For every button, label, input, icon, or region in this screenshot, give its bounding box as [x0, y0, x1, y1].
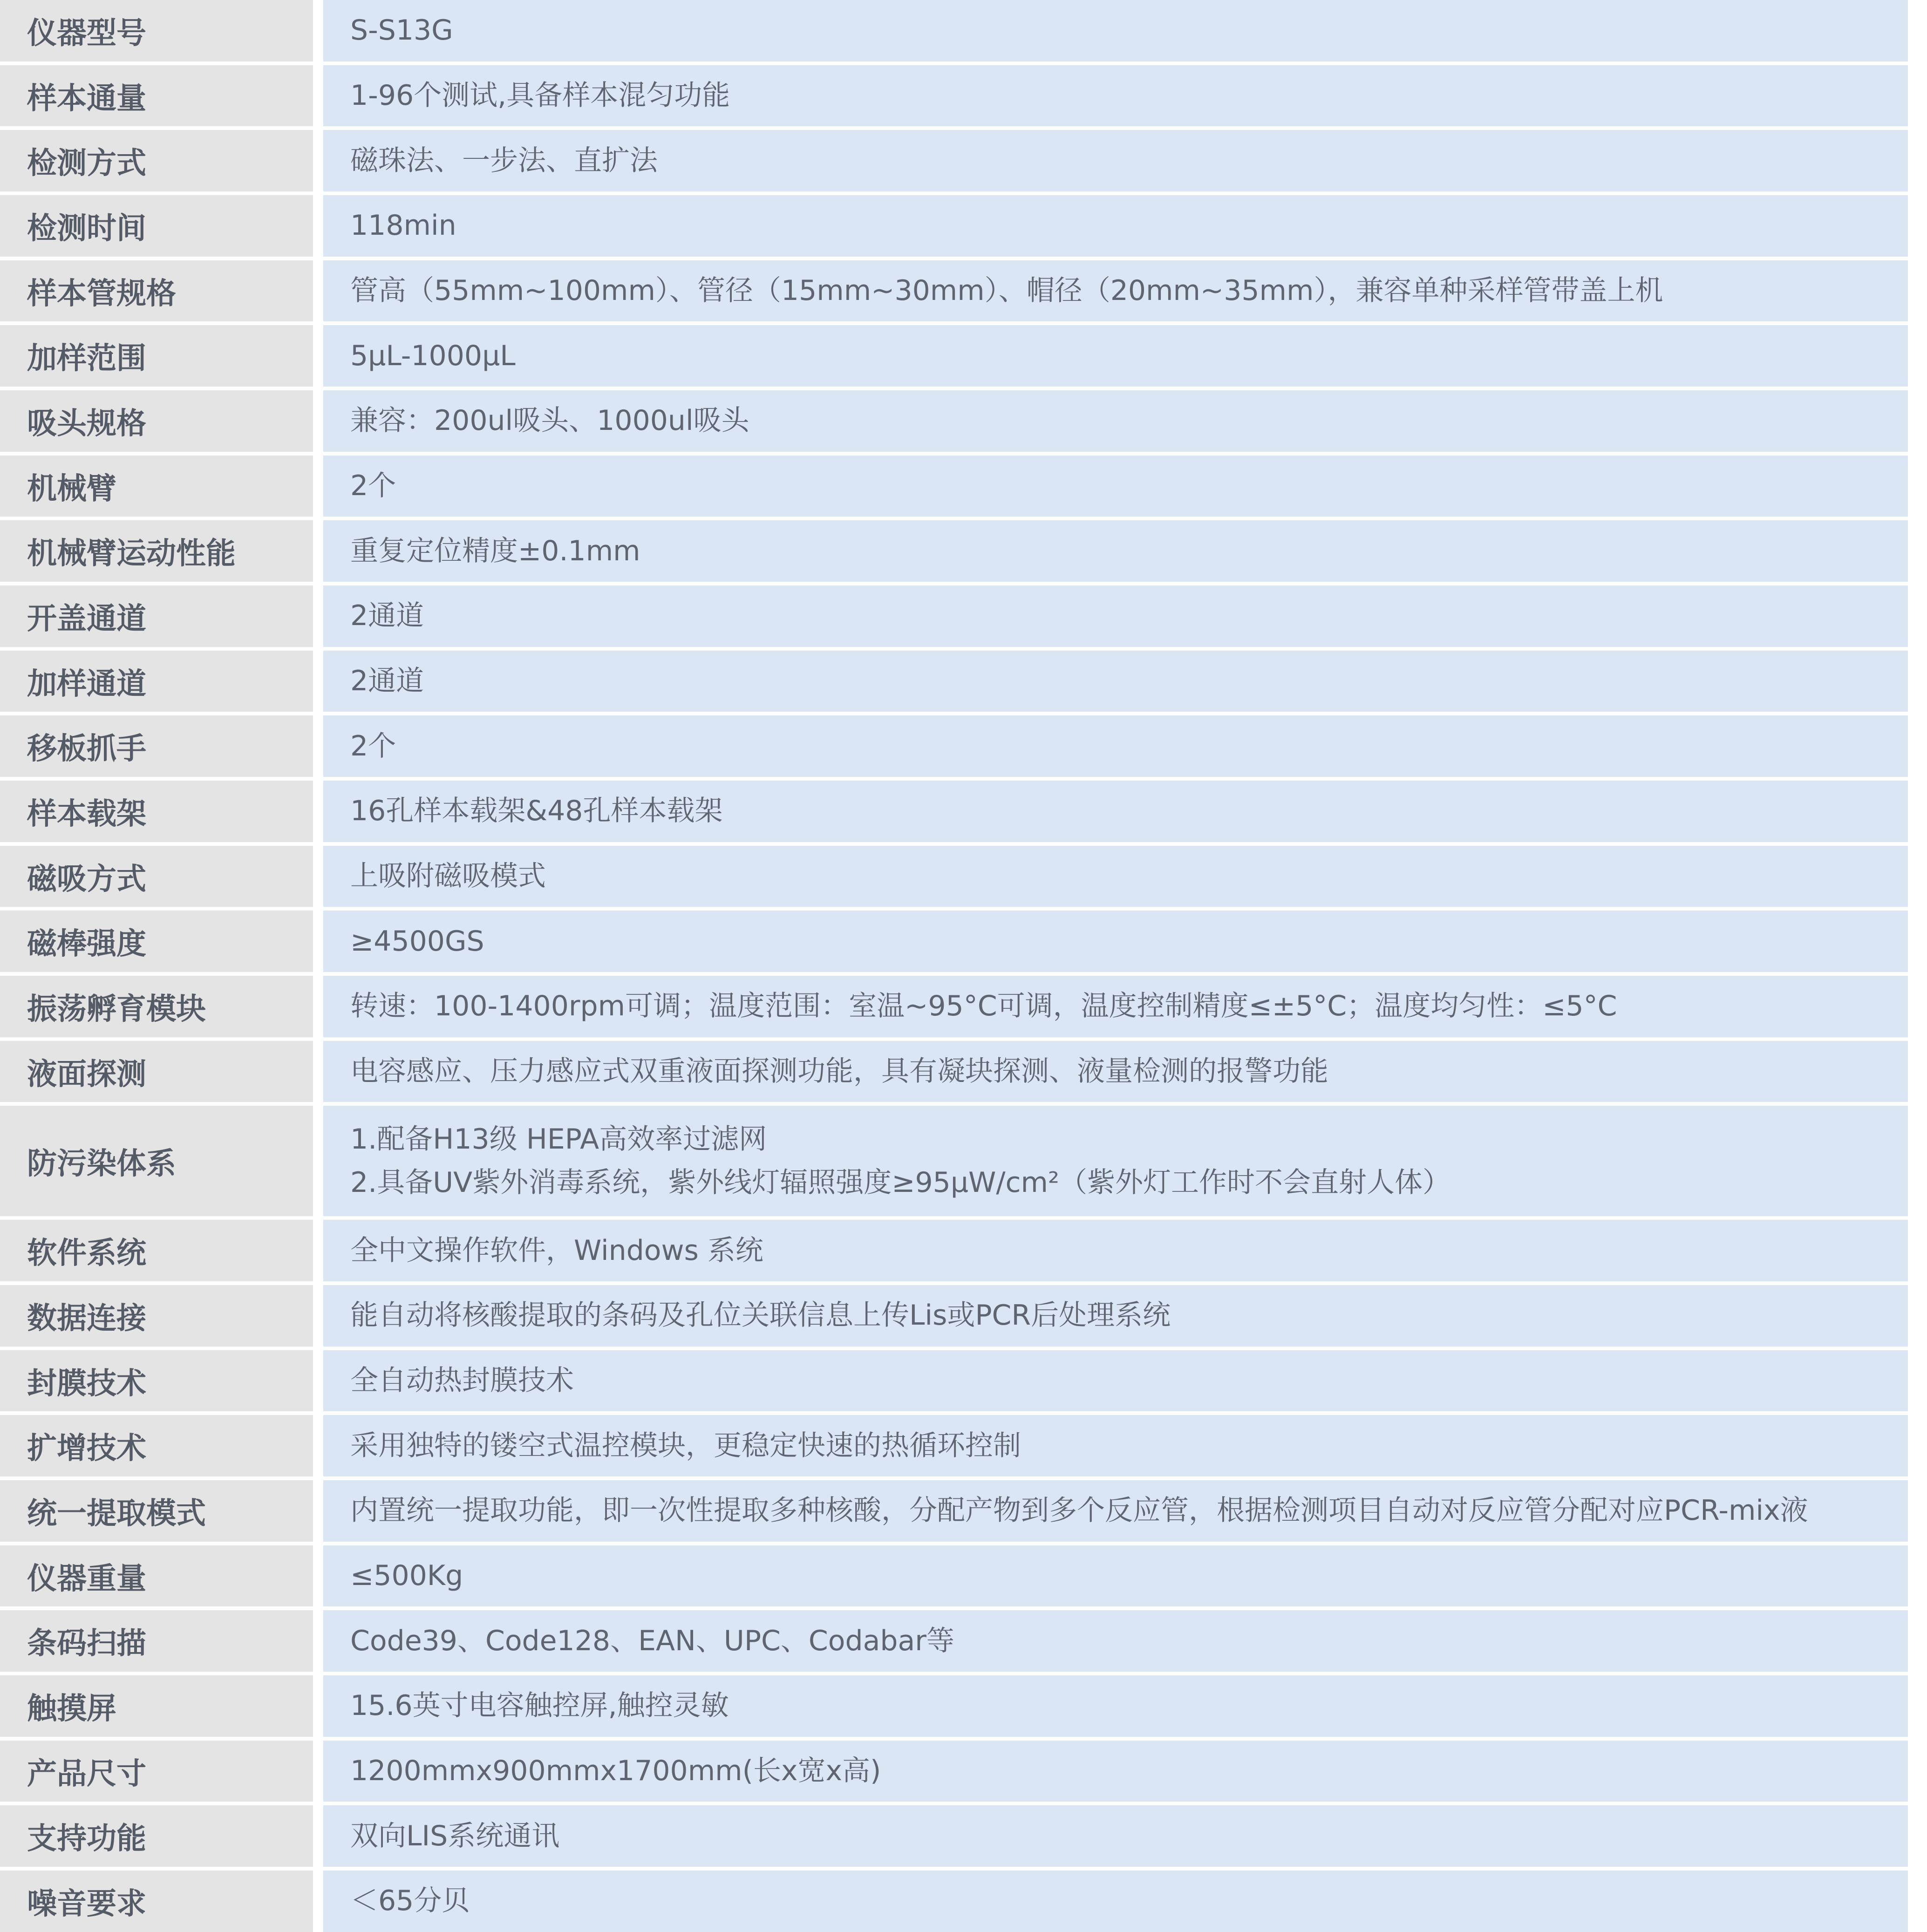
spec-label: 机械臂: [0, 456, 313, 517]
spec-label: 扩增技术: [0, 1415, 313, 1476]
spec-value-line: ＜65分贝: [350, 1884, 470, 1918]
spec-value: [323, 65, 1908, 127]
spec-label: 吸头规格: [0, 390, 313, 452]
spec-row: [0, 585, 1927, 647]
spec-value: [323, 325, 1908, 387]
spec-label: 加样通道: [0, 651, 313, 712]
spec-row: [0, 651, 1927, 712]
spec-label: 样本载架: [0, 781, 313, 842]
spec-value-line: 16孔样本载架&48孔样本载架: [350, 795, 723, 828]
spec-label: 仪器重量: [0, 1545, 313, 1607]
spec-row: [0, 0, 1927, 61]
spec-value-line: 1-96个测试,具备样本混匀功能: [350, 79, 730, 112]
spec-value-line: S-S13G: [350, 14, 453, 47]
spec-value-line: 磁珠法、一步法、直扩法: [350, 144, 658, 177]
spec-label: 数据连接: [0, 1285, 313, 1347]
spec-label: 机械臂运动性能: [0, 520, 313, 582]
spec-label: 液面探测: [0, 1041, 313, 1102]
spec-row: [0, 456, 1927, 517]
spec-value-line: 2通道: [350, 599, 424, 633]
spec-value: [323, 846, 1908, 907]
spec-value: [323, 1415, 1908, 1476]
spec-value: [323, 260, 1908, 322]
spec-label: 样本通量: [0, 65, 313, 127]
spec-row: [0, 390, 1927, 452]
spec-value: [323, 0, 1908, 61]
spec-label: 移板抓手: [0, 715, 313, 777]
spec-value-line: 全中文操作软件，Windows 系统: [350, 1234, 763, 1267]
spec-row: [0, 1480, 1927, 1542]
spec-value-line: 采用独特的镂空式温控模块，更稳定快速的热循环控制: [350, 1429, 1021, 1462]
spec-value-line: 1.配备H13级 HEPA高效率过滤网: [350, 1122, 767, 1156]
spec-value: [323, 1220, 1908, 1281]
spec-value: [323, 715, 1908, 777]
spec-value: [323, 1805, 1908, 1867]
spec-value: [323, 1041, 1908, 1102]
spec-row: [0, 195, 1927, 257]
spec-label: 检测时间: [0, 195, 313, 257]
spec-value-line: ≤500Kg: [350, 1559, 463, 1592]
spec-value-line: 兼容：200ul吸头、1000ul吸头: [350, 404, 749, 437]
spec-value: [323, 456, 1908, 517]
spec-label: 封膜技术: [0, 1350, 313, 1412]
spec-value-line: 双向LIS系统通讯: [350, 1819, 560, 1852]
spec-label: 磁棒强度: [0, 911, 313, 972]
spec-value: [323, 1741, 1908, 1802]
spec-value-line: 管高（55mm~100mm）、管径（15mm~30mm）、帽径（20mm~35mm），兼容单种采样管带盖上机: [350, 274, 1663, 307]
spec-value-line: 15.6英寸电容触控屏,触控灵敏: [350, 1689, 729, 1722]
spec-row: [0, 1805, 1927, 1867]
spec-value: [323, 1106, 1908, 1216]
spec-row: [0, 781, 1927, 842]
spec-value: [323, 1675, 1908, 1737]
spec-value-line: 上吸附磁吸模式: [350, 860, 546, 893]
spec-row: [0, 260, 1927, 322]
spec-label: 噪音要求: [0, 1871, 313, 1932]
spec-value: [323, 585, 1908, 647]
spec-value-line: 5μL-1000μL: [350, 339, 516, 372]
spec-label: 条码扫描: [0, 1610, 313, 1672]
spec-row: [0, 1285, 1927, 1347]
spec-label: 触摸屏: [0, 1675, 313, 1737]
spec-value: [323, 1480, 1908, 1542]
spec-row: [0, 1106, 1927, 1216]
spec-label: 检测方式: [0, 130, 313, 191]
spec-row: [0, 1675, 1927, 1737]
spec-row: [0, 846, 1927, 907]
spec-row: [0, 911, 1927, 972]
spec-label: 产品尺寸: [0, 1741, 313, 1802]
spec-value: [323, 651, 1908, 712]
spec-value-line: Code39、Code128、EAN、UPC、Codabar等: [350, 1624, 954, 1657]
spec-value-line: 电容感应、压力感应式双重液面探测功能，具有凝块探测、液量检测的报警功能: [350, 1055, 1328, 1088]
spec-label: 统一提取模式: [0, 1480, 313, 1542]
spec-label: 磁吸方式: [0, 846, 313, 907]
spec-label: 软件系统: [0, 1220, 313, 1281]
spec-row: [0, 976, 1927, 1037]
spec-row: [0, 65, 1927, 127]
spec-label: 加样范围: [0, 325, 313, 387]
spec-row: [0, 520, 1927, 582]
spec-label: 振荡孵育模块: [0, 976, 313, 1037]
spec-value-line: 1200mmx900mmx1700mm(长x宽x高): [350, 1755, 881, 1788]
spec-value-line: 2个: [350, 729, 396, 762]
spec-row: [0, 1741, 1927, 1802]
spec-value-line: 2.具备UV紫外消毒系统，紫外线灯辐照强度≥95μW/cm²（紫外灯工作时不会直射人体）: [350, 1166, 1451, 1199]
spec-value: [323, 1871, 1908, 1932]
spec-value: [323, 520, 1908, 582]
spec-value-line: ≥4500GS: [350, 925, 484, 958]
spec-value-line: 内置统一提取功能，即一次性提取多种核酸，分配产物到多个反应管，根据检测项目自动对反应管分配对应PCR-mix液: [350, 1494, 1808, 1527]
spec-label: 支持功能: [0, 1805, 313, 1867]
spec-value: [323, 1350, 1908, 1412]
spec-value-line: 全自动热封膜技术: [350, 1364, 574, 1397]
spec-value-line: 能自动将核酸提取的条码及孔位关联信息上传Lis或PCR后处理系统: [350, 1299, 1171, 1332]
spec-label: 防污染体系: [0, 1106, 313, 1216]
spec-value: [323, 390, 1908, 452]
spec-value-line: 118min: [350, 209, 456, 242]
spec-value: [323, 130, 1908, 191]
spec-value: [323, 1285, 1908, 1347]
spec-value: [323, 195, 1908, 257]
spec-label: 仪器型号: [0, 0, 313, 61]
spec-row: [0, 715, 1927, 777]
spec-value: [323, 781, 1908, 842]
spec-row: [0, 1041, 1927, 1102]
spec-value: [323, 911, 1908, 972]
spec-row: [0, 325, 1927, 387]
spec-row: [0, 1350, 1927, 1412]
spec-row: [0, 1610, 1927, 1672]
spec-value-line: 转速：100-1400rpm可调；温度范围：室温~95°C可调，温度控制精度≤±5°C；温度均匀性：≤5°C: [350, 990, 1617, 1023]
spec-value: [323, 1545, 1908, 1607]
spec-label: 样本管规格: [0, 260, 313, 322]
spec-row: [0, 130, 1927, 191]
spec-row: [0, 1545, 1927, 1607]
spec-value: [323, 976, 1908, 1037]
spec-value-line: 2通道: [350, 665, 424, 698]
spec-row: [0, 1415, 1927, 1476]
spec-label: 开盖通道: [0, 585, 313, 647]
spec-row: [0, 1220, 1927, 1281]
spec-value: [323, 1610, 1908, 1672]
spec-value-line: 重复定位精度±0.1mm: [350, 534, 640, 567]
spec-value-line: 2个: [350, 469, 396, 503]
spec-row: [0, 1871, 1927, 1932]
